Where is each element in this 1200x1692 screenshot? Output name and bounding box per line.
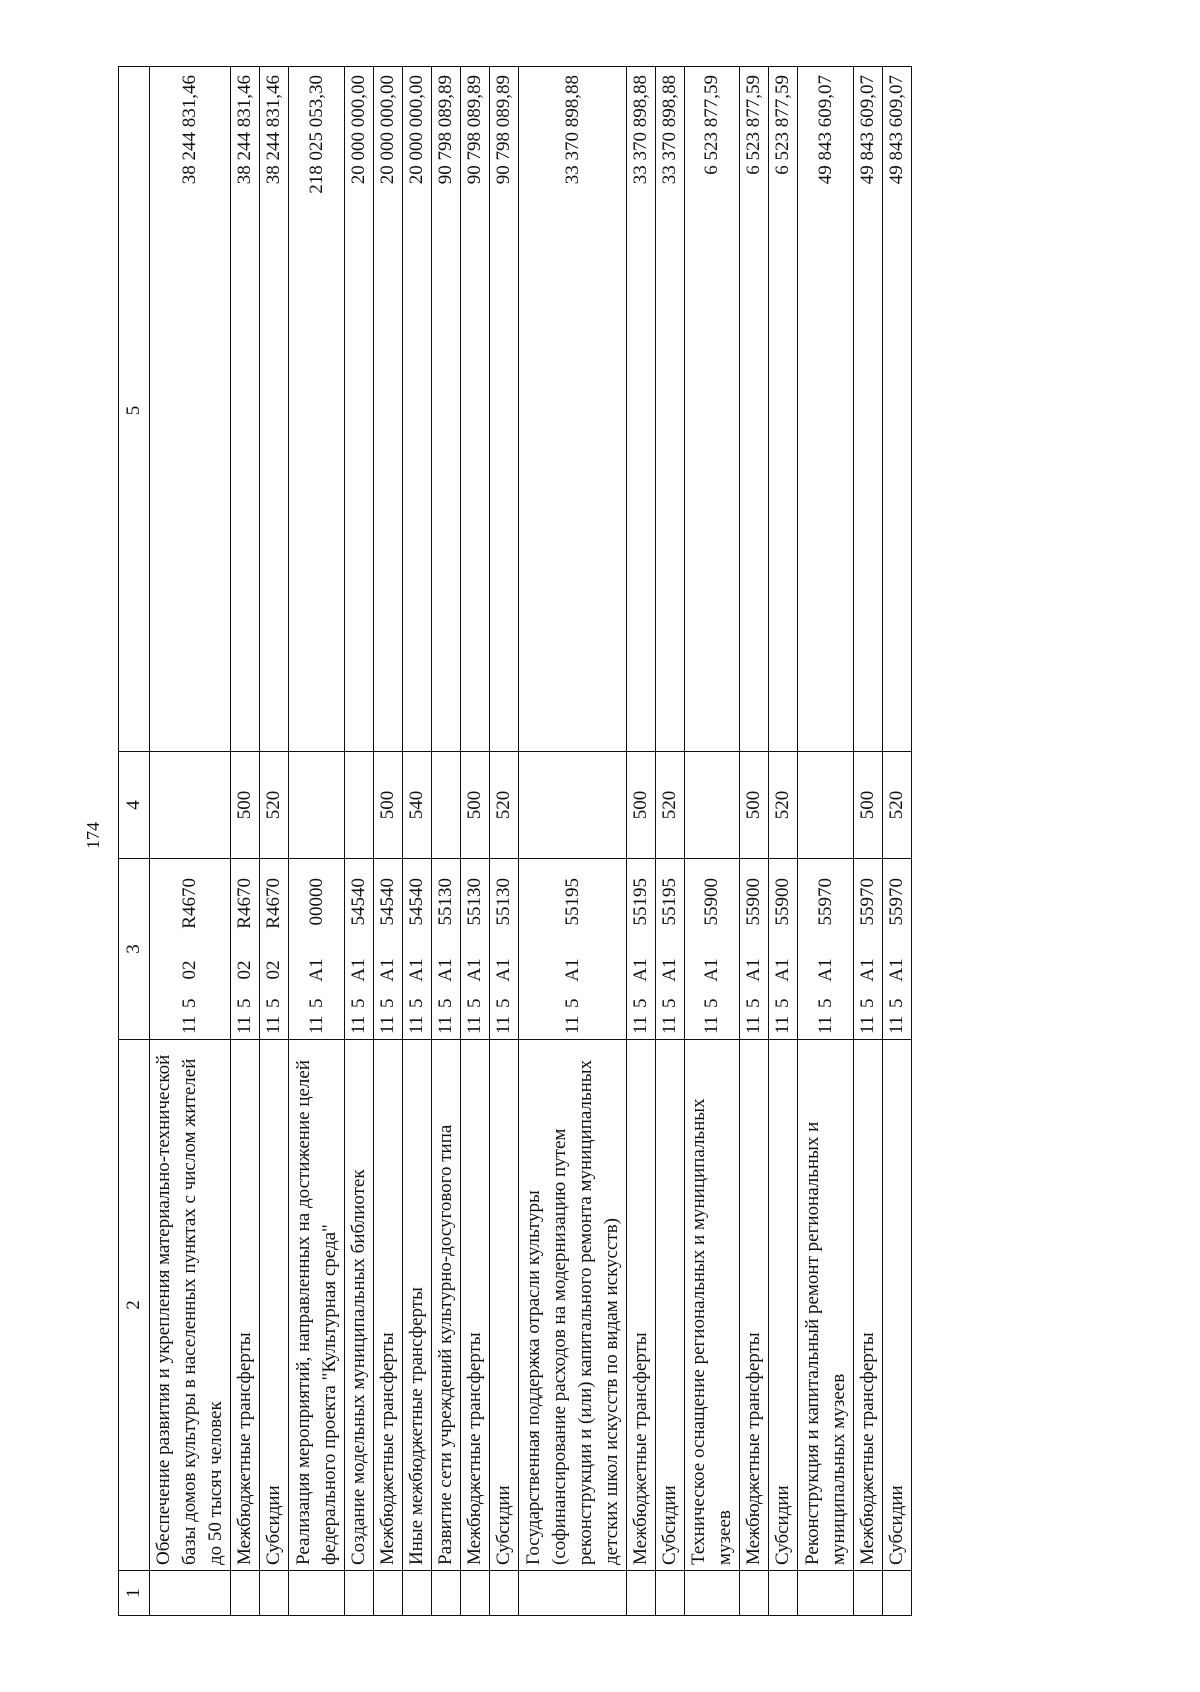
row-name-cell: Создание модельных муниципальных библиотек: [345, 1040, 374, 1571]
code-part-subprogram: 5: [179, 998, 200, 1008]
row-amount-cell: 218 025 053,30: [289, 67, 345, 752]
table-row: [656, 67, 685, 1616]
table-row: [685, 67, 740, 1616]
row-code-cell: [519, 859, 627, 1040]
table-row: [374, 67, 403, 1616]
code-part-subprogram: 5: [263, 998, 284, 1008]
table-row: [854, 67, 883, 1616]
code-part-project: A1: [630, 958, 651, 982]
code-part-project: A1: [701, 958, 722, 982]
code-part-program: 11: [814, 1015, 836, 1034]
code-part-project: A1: [377, 958, 398, 982]
code-part-program: 11: [435, 1015, 456, 1034]
code-part-direction: 55900: [743, 878, 764, 926]
code-part-program: 11: [305, 1015, 327, 1034]
row-expense-type-cell: 500: [461, 752, 490, 859]
code-part-subprogram: 5: [234, 998, 255, 1008]
row-expense-type-cell: 520: [656, 752, 685, 859]
code-part-program: 11: [348, 1015, 369, 1034]
target-article-code: [628, 864, 654, 1034]
code-part-subprogram: 5: [305, 998, 327, 1008]
table-row: [403, 67, 432, 1616]
row-amount-cell: 6 523 877,59: [769, 67, 798, 752]
row-expense-type-cell: [798, 752, 854, 859]
row-name-cell: Обеспечение развития и укрепления материально-технической базы домов культуры в населенных пунктах с числом жителей до 50 тысяч человек: [150, 1040, 231, 1571]
target-article-code: [433, 864, 459, 1034]
target-article-code: [462, 864, 488, 1034]
row-amount-cell: 33 370 898,88: [656, 67, 685, 752]
row-number-cell: [345, 1571, 374, 1616]
row-number-cell: [769, 1571, 798, 1616]
row-code-cell: [260, 859, 289, 1040]
code-part-project: A1: [348, 958, 369, 982]
code-part-project: 02: [234, 960, 255, 980]
code-part-subprogram: 5: [857, 998, 878, 1008]
table-row: [345, 67, 374, 1616]
code-part-project: A1: [814, 958, 836, 982]
header-col-5: 5: [119, 67, 150, 752]
table-row: [231, 67, 260, 1616]
row-amount-cell: 49 843 609,07: [883, 67, 912, 752]
table-row: [519, 67, 627, 1616]
row-name-cell: Межбюджетные трансферты: [627, 1040, 656, 1571]
code-part-subprogram: 5: [435, 998, 456, 1008]
row-code-cell: [854, 859, 883, 1040]
budget-table: [118, 66, 912, 1616]
row-number-cell: [519, 1571, 627, 1616]
target-article-code: [884, 864, 910, 1034]
row-expense-type-cell: [519, 752, 627, 859]
row-amount-cell: 33 370 898,88: [627, 67, 656, 752]
code-part-subprogram: 5: [659, 998, 680, 1008]
code-part-direction: R4670: [263, 878, 284, 929]
row-code-cell: [374, 859, 403, 1040]
code-part-direction: 55970: [886, 878, 907, 926]
row-code-cell: [740, 859, 769, 1040]
code-part-subprogram: 5: [464, 998, 485, 1008]
row-expense-type-cell: 520: [883, 752, 912, 859]
rotated-table-container: [118, 66, 1060, 1616]
code-part-project: 02: [263, 960, 284, 980]
target-article-code: [855, 864, 881, 1034]
row-code-cell: [656, 859, 685, 1040]
table-row: [883, 67, 912, 1616]
target-article-code: [813, 864, 839, 1034]
row-number-cell: [656, 1571, 685, 1616]
table-row: [432, 67, 461, 1616]
code-part-project: A1: [886, 958, 907, 982]
row-amount-cell: 38 244 831,46: [150, 67, 231, 752]
row-amount-cell: 49 843 609,07: [854, 67, 883, 752]
code-part-subprogram: 5: [493, 998, 514, 1008]
row-expense-type-cell: 500: [231, 752, 260, 859]
row-code-cell: [798, 859, 854, 1040]
row-number-cell: [798, 1571, 854, 1616]
code-part-project: A1: [857, 958, 878, 982]
row-expense-type-cell: [432, 752, 461, 859]
row-amount-cell: 6 523 877,59: [685, 67, 740, 752]
row-name-cell: Развитие сети учреждений культурно-досугового типа: [432, 1040, 461, 1571]
target-article-code: [346, 864, 372, 1034]
row-number-cell: [260, 1571, 289, 1616]
target-article-code: [770, 864, 796, 1034]
row-name-cell: Техническое оснащение региональных и муниципальных музеев: [685, 1040, 740, 1571]
code-part-program: 11: [406, 1015, 427, 1034]
row-number-cell: [432, 1571, 461, 1616]
row-number-cell: [150, 1571, 231, 1616]
row-expense-type-cell: 520: [490, 752, 519, 859]
code-part-direction: 55900: [701, 878, 722, 926]
row-code-cell: [231, 859, 260, 1040]
target-article-code: [261, 864, 287, 1034]
table-row: [769, 67, 798, 1616]
row-number-cell: [883, 1571, 912, 1616]
code-part-direction: 54540: [348, 878, 369, 926]
code-part-program: 11: [743, 1015, 764, 1034]
code-part-direction: 55900: [772, 878, 793, 926]
code-part-project: A1: [561, 958, 583, 982]
code-part-direction: 55130: [464, 878, 485, 926]
header-col-4: 4: [119, 752, 150, 859]
row-code-cell: [432, 859, 461, 1040]
row-code-cell: [289, 859, 345, 1040]
code-part-program: 11: [493, 1015, 514, 1034]
row-code-cell: [461, 859, 490, 1040]
row-expense-type-cell: 500: [627, 752, 656, 859]
code-part-program: 11: [630, 1015, 651, 1034]
code-part-project: A1: [464, 958, 485, 982]
table-row: [627, 67, 656, 1616]
code-part-subprogram: 5: [406, 998, 427, 1008]
row-name-cell: Субсидии: [656, 1040, 685, 1571]
code-part-direction: 55195: [630, 878, 651, 926]
row-name-cell: Субсидии: [769, 1040, 798, 1571]
row-amount-cell: 38 244 831,46: [260, 67, 289, 752]
row-name-cell: Межбюджетные трансферты: [740, 1040, 769, 1571]
code-part-program: 11: [263, 1015, 284, 1034]
code-part-subprogram: 5: [772, 998, 793, 1008]
code-part-direction: 55195: [659, 878, 680, 926]
code-part-program: 11: [659, 1015, 680, 1034]
code-part-direction: 55195: [561, 878, 583, 926]
row-name-cell: Иные межбюджетные трансферты: [403, 1040, 432, 1571]
row-name-cell: Межбюджетные трансферты: [231, 1040, 260, 1571]
row-name-cell: Субсидии: [883, 1040, 912, 1571]
row-code-cell: [883, 859, 912, 1040]
code-part-program: 11: [464, 1015, 485, 1034]
row-amount-cell: 20 000 000,00: [345, 67, 374, 752]
code-part-subprogram: 5: [743, 998, 764, 1008]
code-part-project: A1: [772, 958, 793, 982]
row-expense-type-cell: [150, 752, 231, 859]
row-name-cell: Межбюджетные трансферты: [854, 1040, 883, 1571]
target-article-code: [657, 864, 683, 1034]
code-part-project: A1: [435, 958, 456, 982]
header-col-2: 2: [119, 1040, 150, 1571]
code-part-direction: 55130: [435, 878, 456, 926]
row-number-cell: [461, 1571, 490, 1616]
row-number-cell: [627, 1571, 656, 1616]
code-part-program: 11: [561, 1015, 583, 1034]
row-code-cell: [685, 859, 740, 1040]
code-part-project: A1: [305, 958, 327, 982]
code-part-direction: R4670: [234, 878, 255, 929]
table-row: [461, 67, 490, 1616]
table-row: [260, 67, 289, 1616]
row-name-cell: Межбюджетные трансферты: [374, 1040, 403, 1571]
code-part-direction: 55970: [814, 878, 836, 926]
row-expense-type-cell: 520: [769, 752, 798, 859]
code-part-subprogram: 5: [814, 998, 836, 1008]
row-code-cell: [150, 859, 231, 1040]
row-number-cell: [490, 1571, 519, 1616]
target-article-code: [491, 864, 517, 1034]
row-amount-cell: 33 370 898,88: [519, 67, 627, 752]
row-number-cell: [685, 1571, 740, 1616]
row-number-cell: [289, 1571, 345, 1616]
row-amount-cell: 49 843 609,07: [798, 67, 854, 752]
target-article-code: [404, 864, 430, 1034]
target-article-code: [177, 864, 203, 1034]
code-part-program: 11: [886, 1015, 907, 1034]
target-article-code: [560, 864, 586, 1034]
code-part-project: A1: [659, 958, 680, 982]
budget-table-body: [119, 67, 912, 1616]
code-part-subprogram: 5: [886, 998, 907, 1008]
code-part-direction: 00000: [305, 878, 327, 926]
row-code-cell: [345, 859, 374, 1040]
row-name-cell: Субсидии: [490, 1040, 519, 1571]
row-code-cell: [769, 859, 798, 1040]
code-part-subprogram: 5: [348, 998, 369, 1008]
row-amount-cell: 90 798 089,89: [461, 67, 490, 752]
row-number-cell: [403, 1571, 432, 1616]
row-expense-type-cell: [345, 752, 374, 859]
row-name-cell: Реконструкция и капитальный ремонт региональных и муниципальных музеев: [798, 1040, 854, 1571]
code-part-project: A1: [743, 958, 764, 982]
code-part-program: 11: [772, 1015, 793, 1034]
row-expense-type-cell: 500: [854, 752, 883, 859]
row-code-cell: [627, 859, 656, 1040]
row-expense-type-cell: 500: [374, 752, 403, 859]
row-code-cell: [403, 859, 432, 1040]
row-amount-cell: 90 798 089,89: [490, 67, 519, 752]
row-expense-type-cell: 500: [740, 752, 769, 859]
row-name-cell: Государственная поддержка отрасли культуры (софинансирование расходов на модернизацию путем реконструкции и (или) капитального ремонта муниципальных детских школ искусств по видам искусств): [519, 1040, 627, 1571]
row-code-cell: [490, 859, 519, 1040]
code-part-program: 11: [701, 1015, 722, 1034]
code-part-program: 11: [234, 1015, 255, 1034]
row-number-cell: [740, 1571, 769, 1616]
table-row: [740, 67, 769, 1616]
target-article-code: [699, 864, 725, 1034]
row-amount-cell: 6 523 877,59: [740, 67, 769, 752]
code-part-subprogram: 5: [377, 998, 398, 1008]
code-part-subprogram: 5: [630, 998, 651, 1008]
target-article-code: [304, 864, 330, 1034]
table-row: [150, 67, 231, 1616]
code-part-direction: 54540: [406, 878, 427, 926]
table-header-row: [119, 67, 150, 1616]
target-article-code: [375, 864, 401, 1034]
page-number: 174: [83, 822, 103, 849]
row-number-cell: [854, 1571, 883, 1616]
table-row: [289, 67, 345, 1616]
row-name-cell: Межбюджетные трансферты: [461, 1040, 490, 1571]
code-part-subprogram: 5: [701, 998, 722, 1008]
table-row: [490, 67, 519, 1616]
row-name-cell: Реализация мероприятий, направленных на достижение целей федерального проекта "Культурная среда": [289, 1040, 345, 1571]
row-amount-cell: 38 244 831,46: [231, 67, 260, 752]
row-amount-cell: 20 000 000,00: [374, 67, 403, 752]
header-col-1: 1: [119, 1571, 150, 1616]
code-part-direction: 55970: [857, 878, 878, 926]
target-article-code: [232, 864, 258, 1034]
code-part-subprogram: 5: [561, 998, 583, 1008]
row-expense-type-cell: [685, 752, 740, 859]
row-expense-type-cell: [289, 752, 345, 859]
target-article-code: [741, 864, 767, 1034]
code-part-direction: R4670: [179, 878, 200, 929]
row-number-cell: [374, 1571, 403, 1616]
row-expense-type-cell: 540: [403, 752, 432, 859]
row-number-cell: [231, 1571, 260, 1616]
code-part-project: 02: [179, 960, 200, 980]
code-part-program: 11: [179, 1015, 200, 1034]
code-part-direction: 54540: [377, 878, 398, 926]
code-part-project: A1: [406, 958, 427, 982]
code-part-project: A1: [493, 958, 514, 982]
row-expense-type-cell: 520: [260, 752, 289, 859]
row-name-cell: Субсидии: [260, 1040, 289, 1571]
header-col-3: 3: [119, 859, 150, 1040]
code-part-program: 11: [857, 1015, 878, 1034]
row-amount-cell: 20 000 000,00: [403, 67, 432, 752]
code-part-direction: 55130: [493, 878, 514, 926]
table-row: [798, 67, 854, 1616]
code-part-program: 11: [377, 1015, 398, 1034]
row-amount-cell: 90 798 089,89: [432, 67, 461, 752]
